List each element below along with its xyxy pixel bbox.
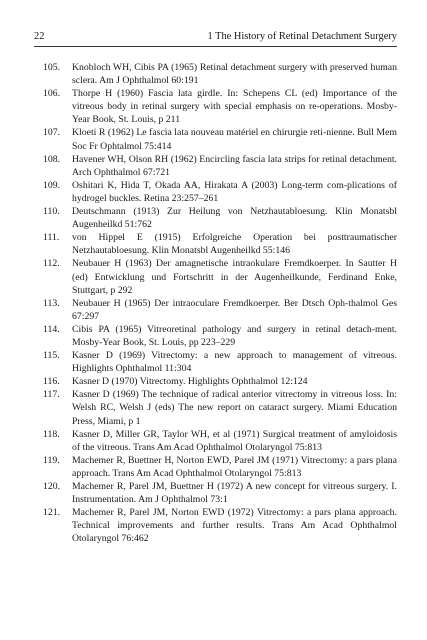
reference-item	[34, 454, 397, 480]
reference-item	[34, 375, 397, 388]
reference-item	[34, 87, 397, 126]
reference-item	[34, 297, 397, 323]
reference-number: 121.	[43, 507, 61, 519]
reference-text: Neubauer H (1963) Der amagnetische intraokulare Fremdkoerper. In Sautter H (ed) Entwicklung und Fortschritt in der Augenheilkunde, Ferdinand Enke, Stuttgart, p 292	[72, 258, 397, 296]
reference-text: Thorpe H (1960) Fascia lata girdle. In: Schepens CL (ed) Importance of the vitreous body in retinal surgery with special emphasis on re-operations. Mosby-Year Book, St. Louis, p 211	[72, 88, 397, 126]
reference-number: 110.	[43, 206, 60, 218]
reference-number: 113.	[43, 297, 60, 309]
reference-text: Knobloch WH, Cibis PA (1965) Retinal detachment surgery with preserved human sclera. Am J Ophthalmol 60:191	[72, 62, 397, 87]
reference-number: 120.	[43, 481, 61, 492]
reference-item	[34, 205, 397, 231]
reference-number: 112.	[43, 258, 60, 270]
reference-item	[34, 231, 397, 257]
reference-number: 105.	[43, 62, 61, 73]
reference-number: 107.	[43, 127, 61, 139]
reference-number: 115.	[43, 350, 60, 362]
reference-number: 111.	[43, 232, 60, 244]
reference-item	[34, 323, 397, 349]
reference-item	[34, 179, 397, 205]
reference-text: Machemer R, Parel JM, Norton EWD (1972) Vitrectomy: a pars plana approach. Technical improvements and further results. Trans Am Acad Ophthalmol Otolaryngol 76:462	[72, 507, 397, 545]
reference-list	[34, 61, 397, 545]
reference-number: 119.	[43, 454, 60, 466]
reference-number: 106.	[43, 88, 61, 100]
reference-text: Machemer R, Buettner H, Norton EWD, Parel JM (1971) Vitrectomy: a pars plana approach. Trans Am Acad Ophthalmol Otolaryngol 75:813	[72, 454, 397, 479]
reference-item	[34, 388, 397, 427]
reference-number: 117.	[43, 389, 60, 401]
reference-text: Kasner D (1969) Vitrectomy: a new approach to management of vitreous. Highlights Ophthalmol 11:304	[72, 350, 397, 375]
reference-text: Havener WH, Olson RH (1962) Encircling fascia lata strips for retinal detachment. Arch Ophthalmol 67:721	[72, 153, 397, 178]
reference-number: 118.	[43, 428, 60, 440]
reference-item	[34, 153, 397, 179]
reference-item	[34, 506, 397, 545]
reference-number: 116.	[43, 376, 60, 388]
reference-text: Kasner D (1969) The technique of radical anterior vitrectomy in vitreous loss. In: Welsh RC, Welsh J (eds) The new report on cataract surgery. Miami Education Press, Miami, p 1	[72, 389, 397, 427]
running-head	[34, 30, 397, 47]
reference-text: Kasner D (1970) Vitrectomy. Highlights Ophthalmol 12:124	[72, 376, 308, 388]
reference-text: Kloeti R (1962) Le fascia lata nouveau matériel en chirurgie reti-nienne. Bull Mem Soc Fr Ophtalmol 75:414	[72, 127, 397, 152]
reference-text: Machemer R, Parel JM, Buettner H (1972) A new concept for vitreous surgery. I. Instrumentation. Am J Ophthalmol 73:1	[72, 481, 397, 506]
reference-item	[34, 126, 397, 152]
reference-text: Neubauer H (1965) Der intraoculare Fremdkoerper. Ber Dtsch Oph-thalmol Ges 67:297	[72, 297, 397, 322]
reference-text: Cibis PA (1965) Vitreoretinal pathology and surgery in retinal detach-ment. Mosby-Year Book, St. Louis, pp 223–229	[72, 323, 397, 348]
reference-text: Kasner D, Miller GR, Taylor WH, et al (1971) Surgical treatment of amyloidosis of the vitreous. Trans Am Acad Ophthalmol Otolaryngol 75:813	[72, 428, 397, 453]
reference-item	[34, 428, 397, 454]
reference-item	[34, 349, 397, 375]
chapter-title: 1 The History of Retinal Detachment Surgery	[207, 31, 397, 42]
reference-number: 114.	[43, 323, 60, 335]
reference-text: Deutschmann (1913) Zur Heilung von Netzhautabloesung. Klin Monatsbl Augenheilkd 51:762	[72, 206, 397, 231]
reference-number: 108.	[43, 153, 61, 165]
reference-text: Oshitari K, Hida T, Okada AA, Hirakata A (2003) Long-term com-plications of hydrogel buckles. Retina 23:257–261	[72, 179, 397, 204]
reference-item	[34, 257, 397, 296]
reference-text: von Hippel E (1915) Erfolgreiche Operation bei posttraumatischer Netzhautabloesung. Klin Monatsbl Augenheilkd 55:146	[72, 232, 397, 257]
reference-item	[34, 480, 397, 506]
page-number: 22	[34, 31, 45, 42]
reference-number: 109.	[43, 179, 61, 191]
reference-item	[34, 61, 397, 87]
